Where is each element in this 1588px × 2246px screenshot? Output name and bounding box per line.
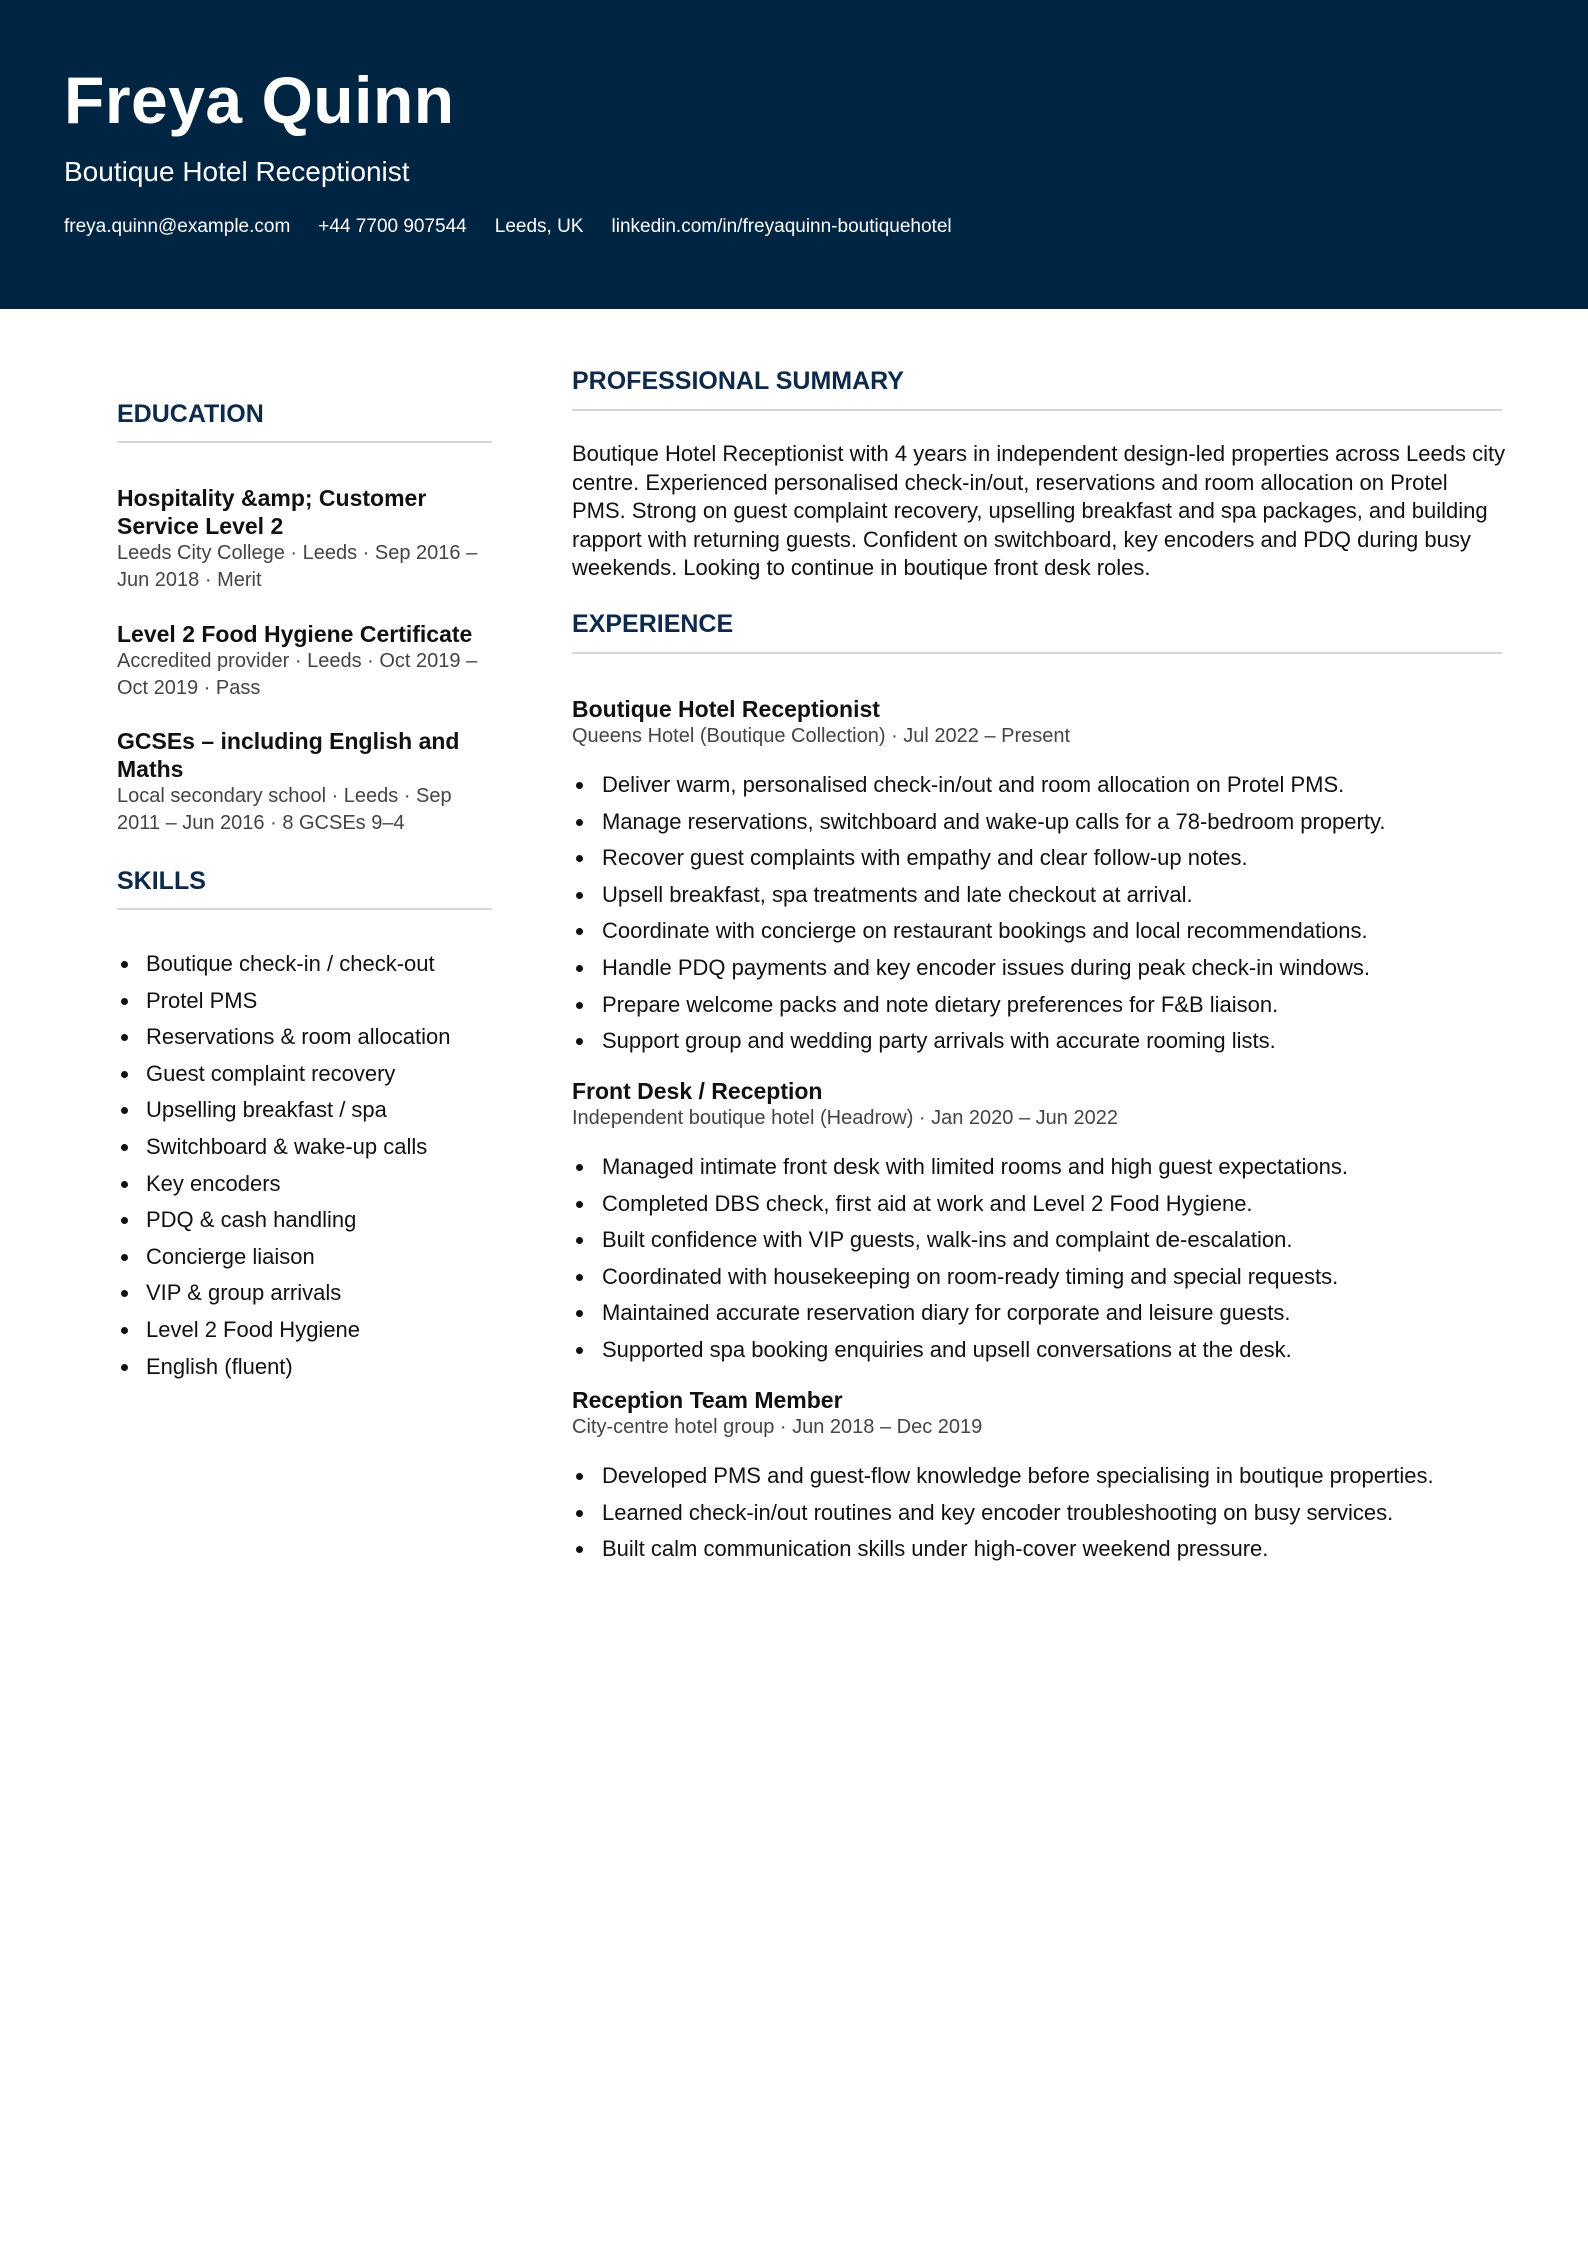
contact-email[interactable]: freya.quinn@example.com (64, 216, 291, 237)
skill-item: Boutique check-in / check-out (117, 946, 507, 983)
education-item (117, 727, 497, 837)
education-meta: Local secondary school · Leeds · Sep 2011 – Jun 2016 · 8 GCSEs 9–4 (117, 785, 452, 834)
job-bullet: Upsell breakfast, spa treatments and late checkout at arrival. (572, 877, 1507, 914)
education-title: GCSEs – including English and Maths (117, 728, 460, 782)
job-bullet: Deliver warm, personalised check-in/out and room allocation on Protel PMS. (572, 767, 1507, 804)
education-divider (117, 441, 492, 443)
job-entry (572, 1077, 1507, 1369)
job-bullet: Prepare welcome packs and note dietary preferences for F&B liaison. (572, 987, 1507, 1024)
education-heading: EDUCATION (117, 400, 264, 428)
skill-item: Upselling breakfast / spa (117, 1092, 507, 1129)
job-bullet: Maintained accurate reservation diary for corporate and leisure guests. (572, 1295, 1507, 1332)
candidate-name: Freya Quinn (64, 63, 455, 137)
education-title: Level 2 Food Hygiene Certificate (117, 621, 473, 647)
job-bullet: Completed DBS check, first aid at work and Level 2 Food Hygiene. (572, 1186, 1507, 1223)
candidate-role: Boutique Hotel Receptionist (64, 156, 410, 187)
contact-linkedin[interactable]: linkedin.com/in/freyaquinn-boutiquehotel (611, 216, 952, 237)
contact-row (64, 216, 952, 238)
job-meta: City-centre hotel group · Jun 2018 – Dec 2019 (572, 1416, 983, 1438)
education-meta: Accredited provider · Leeds · Oct 2019 – Oct 2019 · Pass (117, 650, 478, 699)
contact-phone[interactable]: +44 7700 907544 (318, 216, 467, 237)
skill-item: Concierge liaison (117, 1239, 507, 1276)
job-bullet: Recover guest complaints with empathy and clear follow-up notes. (572, 840, 1507, 877)
summary-heading: PROFESSIONAL SUMMARY (572, 367, 904, 395)
skill-item: Key encoders (117, 1166, 507, 1203)
education-title: Hospitality &amp; Customer Service Level 2 (117, 485, 427, 539)
contact-location: Leeds, UK (494, 216, 584, 237)
skill-item: Level 2 Food Hygiene (117, 1312, 507, 1349)
summary-divider (572, 409, 1502, 411)
header-band (0, 0, 1588, 309)
job-entry (572, 1386, 1507, 1568)
skill-item: Protel PMS (117, 983, 507, 1020)
job-bullets (572, 767, 1507, 1060)
job-bullet: Support group and wedding party arrivals with accurate rooming lists. (572, 1023, 1507, 1060)
education-item (117, 620, 497, 702)
education-meta: Leeds City College · Leeds · Sep 2016 – Jun 2018 · Merit (117, 542, 478, 591)
job-bullet: Coordinate with concierge on restaurant bookings and local recommendations. (572, 913, 1507, 950)
job-bullet: Coordinated with housekeeping on room-ready timing and special requests. (572, 1259, 1507, 1296)
job-bullets (572, 1149, 1507, 1369)
skill-item: Reservations & room allocation (117, 1019, 507, 1056)
skills-heading: SKILLS (117, 867, 206, 895)
skill-item: English (fluent) (117, 1349, 507, 1386)
job-bullet: Supported spa booking enquiries and upsell conversations at the desk. (572, 1332, 1507, 1369)
job-bullet: Manage reservations, switchboard and wake-up calls for a 78-bedroom property. (572, 804, 1507, 841)
job-bullets (572, 1458, 1507, 1568)
job-title: Boutique Hotel Receptionist (572, 696, 880, 722)
skills-list (117, 946, 507, 1385)
job-bullet: Built confidence with VIP guests, walk-ins and complaint de-escalation. (572, 1222, 1507, 1259)
job-title: Reception Team Member (572, 1387, 843, 1413)
experience-divider (572, 652, 1502, 654)
job-bullet: Managed intimate front desk with limited rooms and high guest expectations. (572, 1149, 1507, 1186)
job-bullet: Developed PMS and guest-flow knowledge before specialising in boutique properties. (572, 1458, 1507, 1495)
skills-divider (117, 908, 492, 910)
job-meta: Queens Hotel (Boutique Collection) · Jul 2022 – Present (572, 725, 1071, 747)
experience-heading: EXPERIENCE (572, 610, 734, 638)
job-entry (572, 695, 1507, 1060)
job-bullet: Built calm communication skills under high-cover weekend pressure. (572, 1531, 1507, 1568)
skill-item: Guest complaint recovery (117, 1056, 507, 1093)
skill-item: VIP & group arrivals (117, 1275, 507, 1312)
job-title: Front Desk / Reception (572, 1078, 823, 1104)
education-item (117, 484, 497, 594)
skill-item: PDQ & cash handling (117, 1202, 507, 1239)
summary-text: Boutique Hotel Receptionist with 4 years in independent design-led properties across Leeds city centre. Experienced personalised check-in/out, reservations and room allocation on Protel PMS. Strong on guest complaint recovery, upselling breakfast and spa packages, and building rapport with returning guests. Confident on switchboard, key encoders and PDQ during busy weekends. Looking to continue in boutique front desk roles. (572, 441, 1506, 581)
job-meta: Independent boutique hotel (Headrow) · Jan 2020 – Jun 2022 (572, 1107, 1118, 1129)
skill-item: Switchboard & wake-up calls (117, 1129, 507, 1166)
job-bullet: Handle PDQ payments and key encoder issues during peak check-in windows. (572, 950, 1507, 987)
job-bullet: Learned check-in/out routines and key encoder troubleshooting on busy services. (572, 1495, 1507, 1532)
